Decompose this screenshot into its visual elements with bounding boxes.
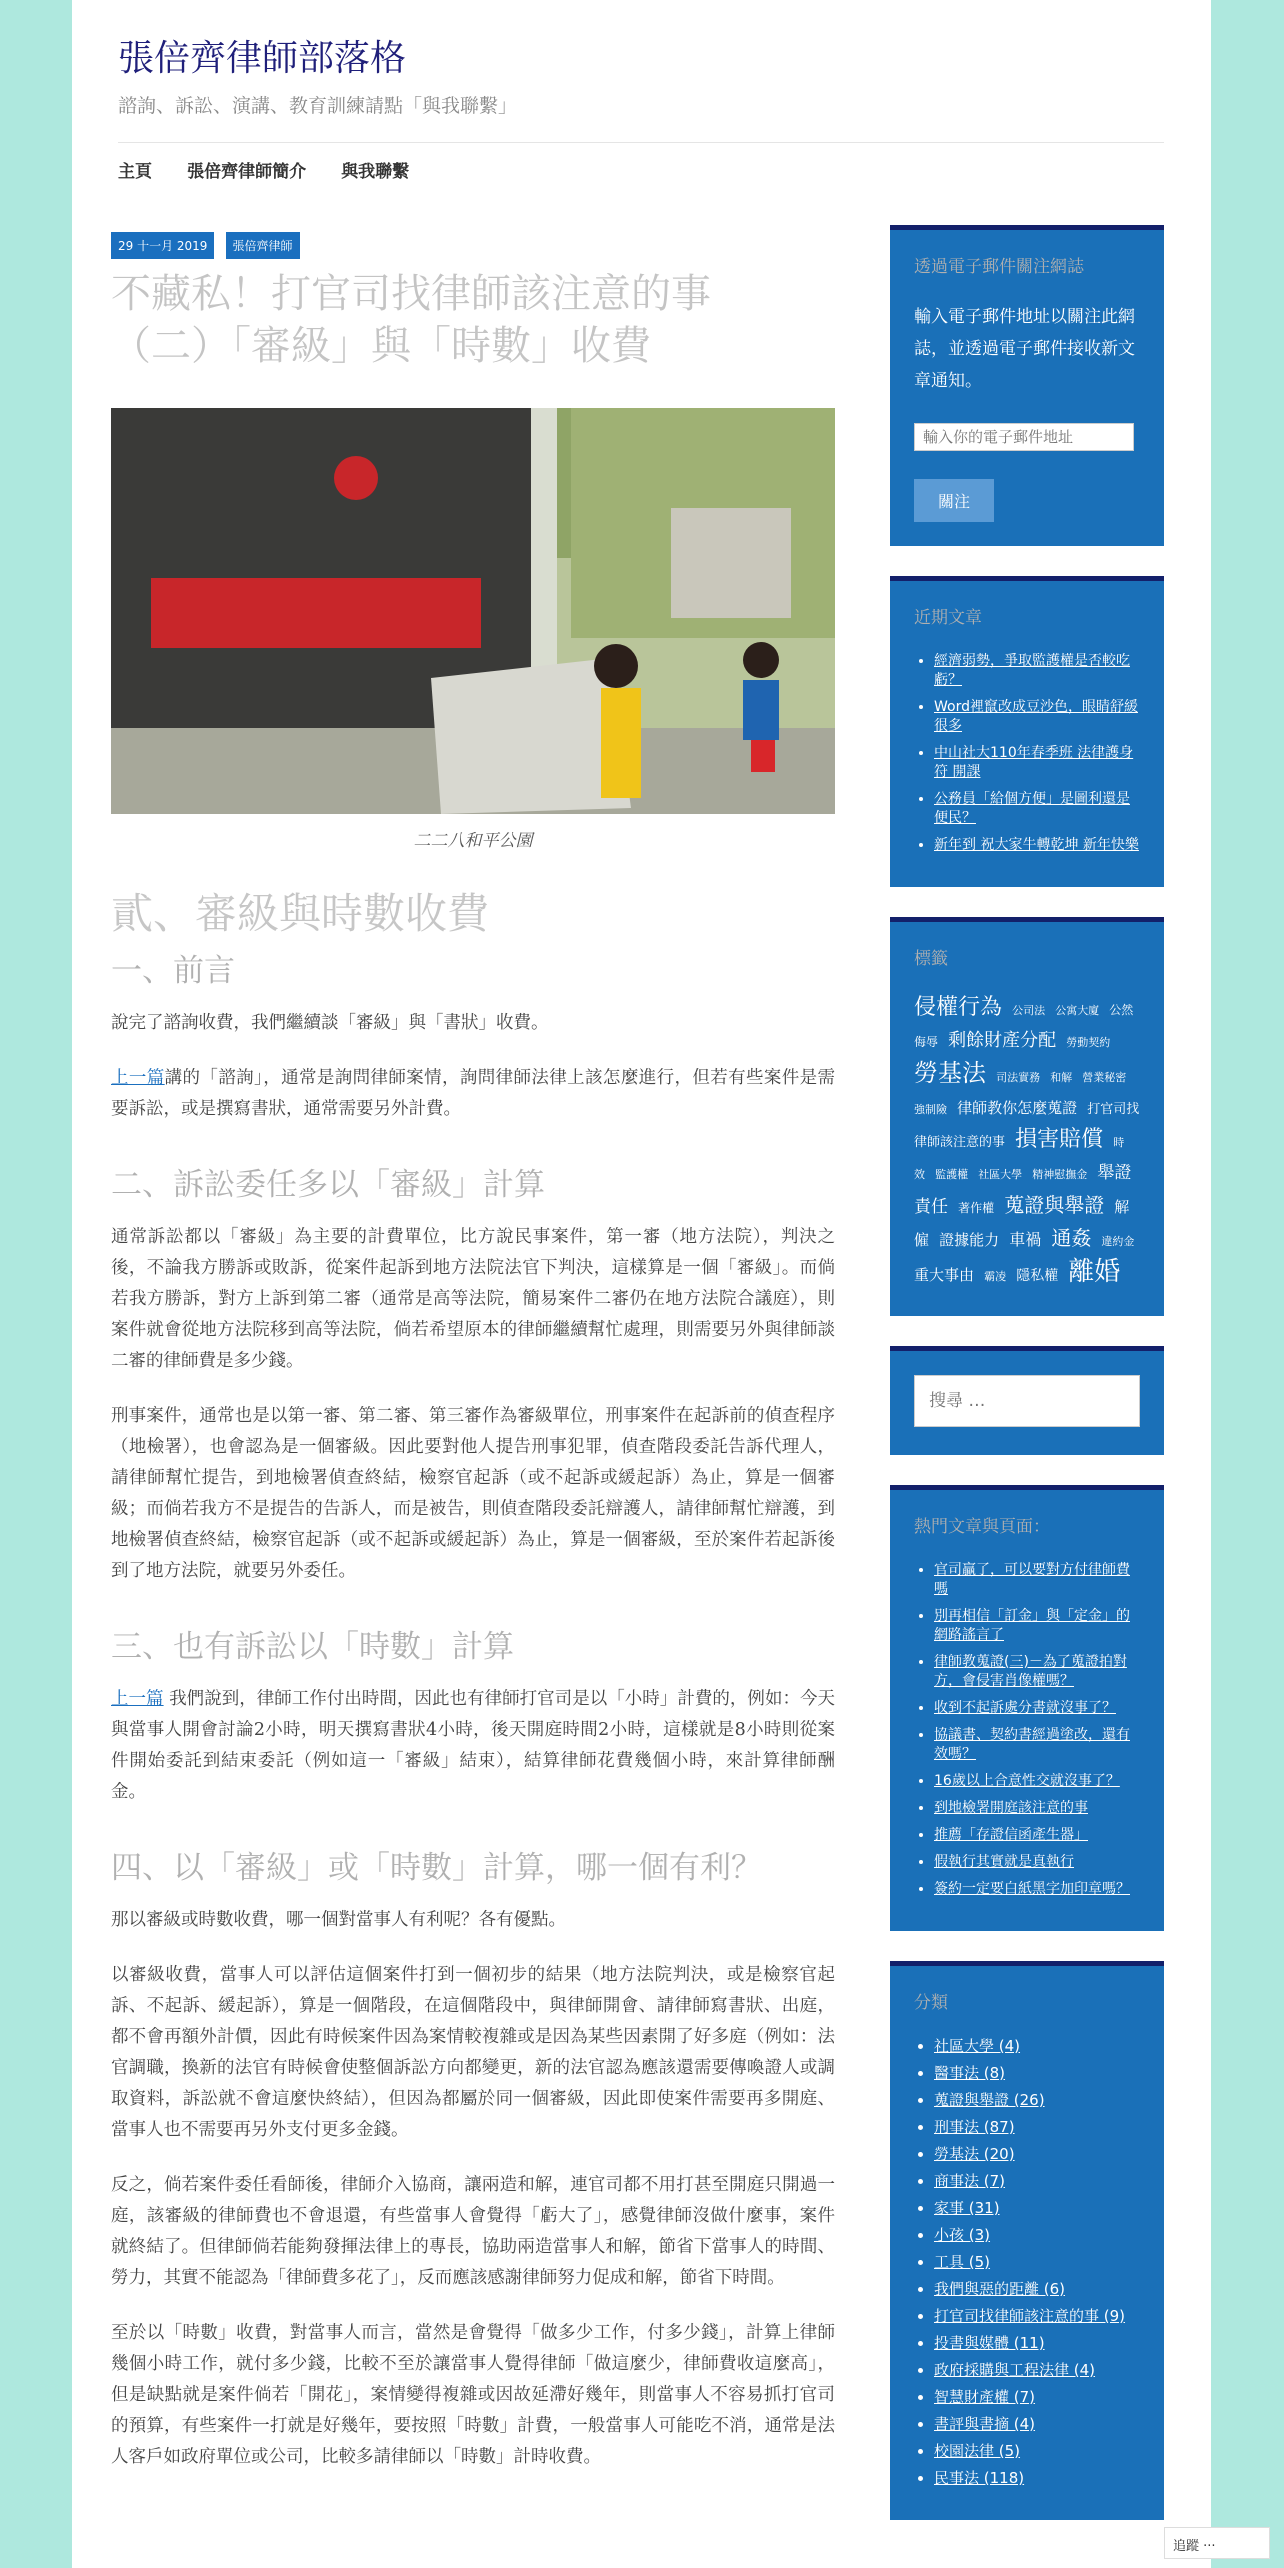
main-nav	[118, 142, 1164, 193]
paragraph: 至於以「時數」收費，對當事人而言，當然是會覺得「做多少工作，付多少錢」，計算上律師幾個小時工作，就付多少錢，比較不至於讓當事人覺得律師「做這麼少，律師費收這麼高」，但是缺點就是案件倘若「開花」，案情變得複雜或因故延滯好幾年，則當事人不容易抓打官司的預算，有些案件一打就是好幾年，要按照「時數」計費，一般當事人可能吃不消，通常是法人客戶如政府單位或公司，比較多請律師以「時數」計時收費。	[111, 2323, 835, 2467]
tag-link[interactable]: 違約金	[1101, 1235, 1135, 1248]
list-item	[934, 2388, 1140, 2407]
recent-post-link[interactable]: 新年到 祝大家牛轉乾坤 新年快樂	[934, 837, 1139, 853]
category-link[interactable]: 投書與媒體 (11)	[934, 2334, 1045, 2352]
category-link[interactable]: 校園法律 (5)	[934, 2442, 1021, 2460]
popular-widget	[890, 1485, 1164, 1931]
section-heading: 貳、審級與時數收費	[111, 889, 490, 938]
tag-link[interactable]: 損害賠償	[1015, 1127, 1104, 1152]
post-meta	[111, 232, 835, 258]
tag-link[interactable]: 公司法	[1012, 1004, 1046, 1017]
category-link[interactable]: 商事法 (7)	[934, 2172, 1006, 2190]
tag-link[interactable]: 勞基法	[914, 1059, 986, 1087]
main-content	[111, 232, 835, 2497]
tag-link[interactable]: 司法實務	[996, 1071, 1041, 1084]
popular-post-link[interactable]: 到地檢署開庭該注意的事	[934, 1800, 1088, 1816]
follow-bar-button[interactable]: 追蹤 ···	[1164, 2527, 1270, 2559]
tag-link[interactable]: 離婚	[1068, 1257, 1121, 1287]
tag-link[interactable]: 監護權	[935, 1168, 969, 1181]
paragraph: 那以審級或時數收費，哪一個對當事人有利呢？各有優點。	[111, 1910, 566, 1930]
category-link[interactable]: 政府採購與工程法律 (4)	[934, 2361, 1096, 2379]
tag-link[interactable]: 證據能力	[939, 1231, 1000, 1249]
widget-title: 透過電子郵件關注網誌	[914, 257, 1084, 277]
list-item	[934, 2037, 1140, 2056]
search-input[interactable]	[914, 1375, 1140, 1427]
list-item	[934, 2172, 1140, 2191]
popular-post-link[interactable]: 官司贏了，可以要對方付律師費嗎	[934, 1562, 1130, 1597]
tag-link[interactable]: 車禍	[1009, 1230, 1042, 1249]
tag-link[interactable]: 蒐證與舉證	[1004, 1193, 1105, 1217]
widget-title: 分類	[914, 1993, 948, 2013]
list-item	[934, 2415, 1140, 2434]
list-item	[934, 1880, 1140, 1899]
category-link[interactable]: 書評與書摘 (4)	[934, 2415, 1036, 2433]
category-link[interactable]: 工具 (5)	[934, 2253, 991, 2271]
subscribe-widget	[890, 225, 1164, 546]
list-item	[934, 2334, 1140, 2353]
widget-title: 熱門文章與頁面：	[914, 1517, 1050, 1537]
recent-post-link[interactable]: 公務員「給個方便」是圖利還是便民？	[934, 791, 1130, 826]
list-item	[934, 1653, 1140, 1691]
recent-posts-list	[914, 652, 1140, 855]
list-item	[934, 2442, 1140, 2461]
email-field[interactable]	[914, 423, 1134, 451]
popular-post-link[interactable]: 別再相信「訂金」與「定金」的網路謠言了	[934, 1608, 1130, 1643]
paragraph: 上一篇 我們說到，律師工作付出時間，因此也有律師打官司是以「小時」計費的，例如：今天與當事人開會討論2小時，明天撰寫書狀4小時，後天開庭時間2小時，這樣就是8小時則從案件開始委託到結束委託（例如這一「審級」結束），結算律師花費幾個小時，來計算律師酬金。	[111, 1689, 836, 1802]
site-description: 諮詢、訴訟、演講、教育訓練請點「與我聯繫」	[118, 95, 518, 117]
list-item	[934, 1726, 1140, 1764]
tag-link[interactable]: 著作權	[958, 1201, 995, 1215]
category-link[interactable]: 打官司找律師該注意的事 (9)	[934, 2307, 1126, 2325]
tag-link[interactable]: 侵權行為	[914, 995, 1003, 1020]
nav-about[interactable]: 張倍齊律師簡介	[187, 162, 307, 182]
photo-illustration	[111, 408, 835, 814]
paragraph: 上一篇講的「諮詢」，通常是詢問律師案情，詢問律師法律上該怎麼進行，但若有些案件是需要訴訟，或是撰寫書狀，通常需要另外計費。	[111, 1068, 836, 1119]
list-item	[934, 2118, 1140, 2137]
list-item	[934, 2361, 1140, 2380]
tag-link[interactable]: 隱私權	[1016, 1268, 1059, 1284]
list-item	[934, 2199, 1140, 2218]
post-title	[111, 268, 835, 372]
category-link[interactable]: 智慧財產權 (7)	[934, 2388, 1036, 2406]
page	[72, 0, 1211, 2568]
tag-link[interactable]: 通姦	[1051, 1226, 1092, 1250]
category-link[interactable]: 刑事法 (87)	[934, 2118, 1015, 2136]
popular-post-link[interactable]: 推薦「存證信函產生器」	[934, 1827, 1088, 1843]
tag-link[interactable]: 公寓大廈	[1055, 1004, 1100, 1017]
paragraph: 通常訴訟都以「審級」為主要的計費單位，比方說民事案件，第一審（地方法院），判決之後，不論我方勝訴或敗訴，從案件起訴到地方法院法官下判決，這樣算是一個「審級」。而倘若我方勝訴，對方上訴到第二審（通常是高等法院，簡易案件二審仍在地方法院合議庭），則案件就會從地方法院移到高等法院，倘若希望原本的律師繼續幫忙處理，則需要另外與律師談二審的律師費是多少錢。	[111, 1227, 835, 1371]
list-item	[934, 790, 1140, 828]
previous-post-link[interactable]: 上一篇	[111, 1068, 165, 1088]
nav-home[interactable]: 主頁	[118, 162, 152, 182]
subheading-hours: 三、也有訴訟以「時數」計算	[111, 1629, 514, 1665]
category-link[interactable]: 醫事法 (8)	[934, 2064, 1006, 2082]
nav-contact[interactable]: 與我聯繫	[341, 162, 410, 182]
category-link[interactable]: 家事 (31)	[934, 2199, 1000, 2217]
tag-link[interactable]: 社區大學	[978, 1168, 1023, 1181]
tag-link[interactable]: 律師教你怎麼蒐證	[957, 1099, 1078, 1117]
post-title-line1: 不藏私！打官司找律師該注意的事	[111, 271, 711, 317]
tag-link[interactable]: 時效	[914, 1136, 1125, 1181]
list-item	[934, 836, 1140, 855]
post-date[interactable]: 29 十一月 2019	[111, 232, 214, 259]
tag-link[interactable]: 強制險	[914, 1103, 947, 1116]
tag-link[interactable]: 剩餘財產分配	[948, 1030, 1057, 1051]
list-item	[934, 2469, 1140, 2488]
post-category[interactable]: 張倍齊律師	[226, 232, 300, 259]
tag-link[interactable]: 和解	[1050, 1071, 1073, 1084]
previous-post-link[interactable]: 上一篇	[111, 1689, 164, 1709]
category-link[interactable]: 勞基法 (20)	[934, 2145, 1015, 2163]
tags-widget	[890, 917, 1164, 1316]
tag-cloud	[914, 993, 1140, 1292]
list-item	[934, 1561, 1140, 1599]
list-item	[934, 2226, 1140, 2245]
widget-title: 近期文章	[914, 608, 982, 628]
subheading-compare: 四、以「審級」或「時數」計算，哪一個有利？	[111, 1850, 762, 1886]
list-item	[934, 1699, 1140, 1718]
recent-posts-widget	[890, 576, 1164, 887]
categories-list	[914, 2037, 1140, 2488]
list-item	[934, 2280, 1140, 2299]
photo-caption: 二二八和平公園	[413, 831, 533, 851]
search-widget	[890, 1346, 1164, 1455]
site-header	[118, 30, 1164, 118]
list-item	[934, 2091, 1140, 2110]
recent-post-link[interactable]: 中山社大110年春季班 法律護身符 開課	[934, 745, 1134, 780]
popular-post-link[interactable]: 律師教蒐證(三)－為了蒐證拍對方，會侵害肖像權嗎？	[934, 1654, 1127, 1689]
post-photo	[111, 408, 835, 814]
popular-post-link[interactable]: 簽約一定要白紙黑字加印章嗎？	[934, 1881, 1130, 1897]
list-item	[934, 2307, 1140, 2326]
category-link[interactable]: 民事法 (118)	[934, 2469, 1025, 2487]
subscribe-text: 輸入電子郵件地址以關注此網誌，並透過電子郵件接收新文章通知。	[914, 307, 1135, 391]
list-item	[934, 698, 1140, 736]
tag-link[interactable]: 公然侮辱	[914, 1003, 1134, 1049]
tag-link[interactable]: 霸凌	[984, 1270, 1007, 1283]
popular-post-link[interactable]: 16歲以上合意性交就沒事了？	[934, 1773, 1120, 1789]
paragraph: 刑事案件，通常也是以第一審、第二審、第三審作為審級單位，刑事案件在起訴前的偵查程序（地檢署），也會認為是一個審級。因此要對他人提告刑事犯罪，偵查階段委託告訴代理人，請律師幫忙提告，到地檢署偵查終結，檢察官起訴（或不起訴或緩起訴）為止，算是一個審級；而倘若我方不是提告的告訴人，而是被告，則偵查階段委託辯護人，請律師幫忙辯護，到地檢署偵查終結，檢察官起訴（或不起訴或緩起訴）為止，算是一個審級，至於案件若起訴後到了地方法院，就要另外委任。	[111, 1406, 835, 1581]
tag-link[interactable]: 重大事由	[914, 1266, 975, 1284]
category-link[interactable]: 蒐證與舉證 (26)	[934, 2091, 1045, 2109]
category-link[interactable]: 我們與惡的距離 (6)	[934, 2280, 1066, 2298]
paragraph: 說完了諮詢收費，我們繼續談「審級」與「書狀」收費。	[111, 1013, 549, 1033]
post-title-line2: （二）「審級」與「時數」收費	[111, 323, 651, 369]
follow-button[interactable]: 關注	[914, 479, 994, 522]
list-item	[934, 1826, 1140, 1845]
tag-link[interactable]: 打官司找律師該注意的事	[914, 1102, 1140, 1150]
recent-post-link[interactable]: Word裡竄改成豆沙色，眼睛舒緩很多	[934, 699, 1138, 734]
list-item	[934, 2253, 1140, 2272]
widget-title: 標籤	[914, 949, 948, 969]
tag-link[interactable]: 解僱	[914, 1198, 1130, 1249]
category-link[interactable]: 小孩 (3)	[934, 2226, 991, 2244]
subheading-intro: 一、前言	[111, 953, 235, 989]
sidebar	[890, 225, 1164, 2550]
list-item	[934, 652, 1140, 690]
subheading-instance: 二、訴訟委任多以「審級」計算	[111, 1167, 545, 1203]
site-title[interactable]: 張倍齊律師部落格	[118, 38, 407, 79]
recent-post-link[interactable]: 經濟弱勢，爭取監護權是否較吃虧？	[934, 653, 1130, 688]
tag-link[interactable]: 勞動契約	[1066, 1036, 1111, 1049]
paragraph: 以審級收費，當事人可以評估這個案件打到一個初步的結果（地方法院判決，或是檢察官起訴、不起訴、緩起訴），算是一個階段，在這個階段中，與律師開會、請律師寫書狀、出庭，都不會再額外計價，因此有時候案件因為案情較複雜或是因為某些因素開了好多庭（例如：法官調職，換新的法官有時候會使整個訴訟方向都變更，新的法官認為應該還需要傳喚證人或調取資料，訴訟就不會這麼快終結），但因為都屬於同一個審級，因此即使案件需要再多開庭、當事人也不需要再另外支付更多金錢。	[111, 1965, 835, 2140]
popular-posts-list	[914, 1561, 1140, 1899]
list-item	[934, 2064, 1140, 2083]
tag-link[interactable]: 舉證責任	[914, 1163, 1132, 1217]
list-item	[934, 744, 1140, 782]
popular-post-link[interactable]: 協議書、契約書經過塗改，還有效嗎？	[934, 1727, 1130, 1762]
list-item	[934, 2145, 1140, 2164]
list-item	[934, 1772, 1140, 1791]
popular-post-link[interactable]: 收到不起訴處分書就沒事了？	[934, 1700, 1116, 1716]
paragraph: 反之，倘若案件委任看師後，律師介入協商，讓兩造和解，連官司都不用打甚至開庭只開過一庭，該審級的律師費也不會退還，有些當事人會覺得「虧大了」，感覺律師沒做什麼事，案件就終結了。但律師倘若能夠發揮法律上的專長，協助兩造當事人和解，節省下當事人的時間、勞力，其實不能認為「律師費多花了」，反而應該感謝律師努力促成和解，節省下時間。	[111, 2175, 835, 2288]
popular-post-link[interactable]: 假執行其實就是真執行	[934, 1854, 1074, 1870]
category-link[interactable]: 社區大學 (4)	[934, 2037, 1021, 2055]
list-item	[934, 1607, 1140, 1645]
tag-link[interactable]: 精神慰撫金	[1032, 1168, 1088, 1181]
categories-widget	[890, 1961, 1164, 2520]
tag-link[interactable]: 營業秘密	[1082, 1071, 1127, 1084]
list-item	[934, 1853, 1140, 1872]
list-item	[934, 1799, 1140, 1818]
